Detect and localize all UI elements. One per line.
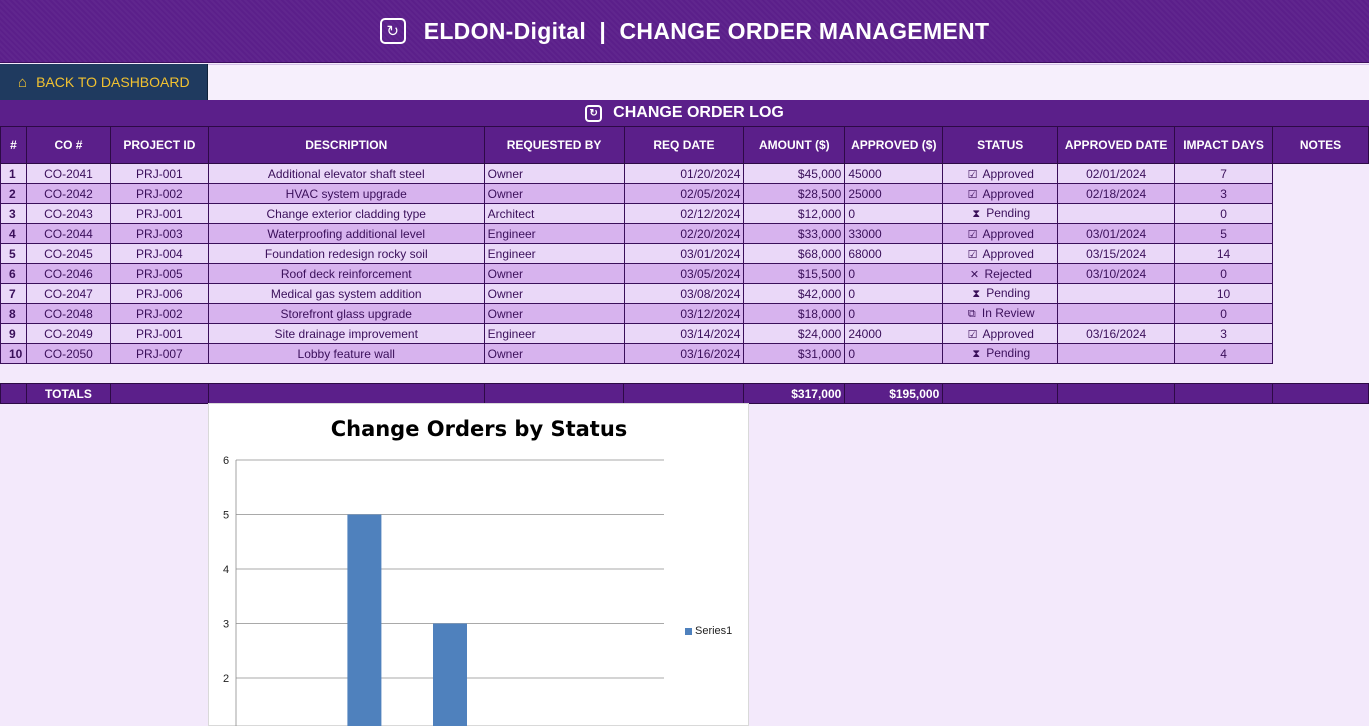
y-tick-label: 3 [223,618,230,631]
notes-cell[interactable] [1272,284,1368,304]
page-header [0,0,1369,63]
impact-days-cell[interactable]: 5 [1175,224,1273,244]
impact-days-cell[interactable]: 3 [1175,184,1273,204]
table-row[interactable] [1,164,1369,184]
checkbox-icon: ☑ [967,188,978,201]
table-row[interactable] [1,224,1369,244]
project-id-cell[interactable]: PRJ-001 [110,324,208,344]
approved-cell[interactable]: 0 [845,204,943,224]
requested-by-cell[interactable]: Owner [484,284,624,304]
project-id-cell[interactable]: PRJ-007 [110,344,208,364]
amount-cell[interactable]: $68,000 [744,244,845,264]
co-number-cell[interactable]: CO-2049 [26,324,110,344]
req-date-cell[interactable]: 03/16/2024 [624,344,744,364]
column-header[interactable]: CO # [26,127,110,164]
project-id-cell[interactable]: PRJ-002 [110,304,208,324]
amount-cell[interactable]: $33,000 [744,224,845,244]
chart-plot [209,404,749,726]
req-date-cell[interactable]: 02/20/2024 [624,224,744,244]
notes-cell[interactable] [1272,164,1368,184]
req-date-cell[interactable]: 03/05/2024 [624,264,744,284]
column-header[interactable]: # [1,127,27,164]
checkbox-icon: ☑ [967,328,978,341]
req-date-cell[interactable]: 03/01/2024 [624,244,744,264]
status-label: Approved [982,326,1034,341]
log-title-label: CHANGE ORDER LOG [613,104,784,121]
status-cell[interactable] [943,204,1058,224]
chart-legend [685,625,732,637]
hourglass-icon: ⧗ [972,288,981,300]
approved-cell[interactable]: 0 [845,284,943,304]
co-number-cell[interactable]: CO-2046 [26,264,110,284]
description-cell[interactable]: Additional elevator shaft steel [208,164,484,184]
column-header[interactable]: DESCRIPTION [208,127,484,164]
amount-cell[interactable]: $12,000 [744,204,845,224]
approved-date-cell[interactable]: 03/01/2024 [1058,224,1175,244]
impact-days-cell[interactable]: 0 [1175,204,1273,224]
status-chart[interactable] [208,403,749,726]
column-header[interactable]: REQ DATE [624,127,744,164]
column-header[interactable]: AMOUNT ($) [744,127,845,164]
approved-date-cell[interactable]: 02/01/2024 [1058,164,1175,184]
refresh-square-icon: ↻ [380,18,406,44]
approved-date-cell[interactable]: 03/16/2024 [1058,324,1175,344]
notes-cell[interactable] [1272,304,1368,324]
back-to-dashboard-label: BACK TO DASHBOARD [36,74,190,90]
requested-by-cell[interactable]: Owner [484,164,624,184]
status-label: Pending [986,286,1031,300]
chart-bar[interactable] [347,515,381,726]
y-tick-label: 6 [223,455,230,467]
impact-days-cell[interactable]: 3 [1175,324,1273,344]
row-number[interactable]: 5 [1,244,27,264]
column-header[interactable]: PROJECT ID [110,127,208,164]
status-label: Approved [982,246,1034,261]
project-id-cell[interactable]: PRJ-004 [110,244,208,264]
approved-cell[interactable]: 45000 [845,164,943,184]
requested-by-cell[interactable]: Owner [484,184,624,204]
requested-by-cell[interactable]: Engineer [484,244,624,264]
totals-row [0,383,1369,404]
approved-cell[interactable]: 0 [845,344,943,364]
notes-cell[interactable] [1272,204,1368,224]
req-date-cell[interactable]: 01/20/2024 [624,164,744,184]
notes-cell[interactable] [1272,324,1368,344]
status-label: Pending [986,346,1031,360]
checkbox-icon: ☑ [967,248,978,261]
row-number[interactable]: 6 [1,264,27,284]
table-row[interactable] [1,344,1369,364]
status-cell[interactable] [943,284,1058,304]
row-number[interactable]: 8 [1,304,27,324]
status-label: Approved [982,226,1034,241]
amount-cell[interactable]: $42,000 [744,284,845,304]
description-cell[interactable]: Storefront glass upgrade [208,304,484,324]
approved-cell[interactable]: 33000 [845,224,943,244]
status-cell[interactable] [943,164,1058,184]
requested-by-cell[interactable]: Architect [484,204,624,224]
approved-date-cell[interactable] [1058,304,1175,324]
co-number-cell[interactable]: CO-2047 [26,284,110,304]
table-row[interactable] [1,324,1369,344]
toolbar-strip [208,64,1369,100]
status-label: Pending [986,206,1031,220]
amount-cell[interactable]: $15,500 [744,264,845,284]
status-label: In Review [981,306,1035,320]
legend-label: Series1 [695,625,733,637]
description-cell[interactable]: Foundation redesign rocky soil [208,244,484,264]
table-row[interactable] [1,304,1369,324]
impact-days-cell[interactable]: 0 [1175,264,1273,284]
notes-cell[interactable] [1272,344,1368,364]
description-cell[interactable]: Waterproofing additional level [208,224,484,244]
status-label: Rejected [984,266,1032,281]
approved-date-cell[interactable]: 03/10/2024 [1058,264,1175,284]
row-number[interactable]: 7 [1,284,27,304]
co-number-cell[interactable]: CO-2050 [26,344,110,364]
row-number[interactable]: 3 [1,204,27,224]
req-date-cell[interactable]: 03/14/2024 [624,324,744,344]
project-id-cell[interactable]: PRJ-001 [110,164,208,184]
approved-date-cell[interactable]: 02/18/2024 [1058,184,1175,204]
page-title: ELDON-Digital | CHANGE ORDER MANAGEMENT [423,17,990,44]
row-number[interactable]: 1 [1,164,27,184]
y-tick-label: 5 [223,509,230,522]
project-id-cell[interactable]: PRJ-001 [110,204,208,224]
co-number-cell[interactable]: CO-2044 [26,224,110,244]
row-number[interactable]: 10 [1,344,27,364]
project-id-cell[interactable]: PRJ-005 [110,264,208,284]
approved-date-cell[interactable]: 03/15/2024 [1058,244,1175,264]
approved-date-cell[interactable] [1058,344,1175,364]
approved-cell[interactable]: 0 [845,264,943,284]
req-date-cell[interactable]: 03/08/2024 [624,284,744,304]
notes-cell[interactable] [1272,264,1368,284]
description-cell[interactable]: Change exterior cladding type [208,204,484,224]
notes-cell[interactable] [1272,184,1368,204]
notes-cell[interactable] [1272,224,1368,244]
impact-days-cell[interactable]: 4 [1175,344,1273,364]
co-number-cell[interactable]: CO-2042 [26,184,110,204]
change-order-log-title [0,100,1369,126]
approved-date-cell[interactable] [1058,204,1175,224]
status-label: Approved [982,186,1034,201]
requested-by-cell[interactable]: Owner [484,304,624,324]
row-number[interactable]: 2 [1,184,27,204]
project-id-cell[interactable]: PRJ-002 [110,184,208,204]
legend-swatch [685,628,692,635]
impact-days-cell[interactable]: 14 [1175,244,1273,264]
impact-days-cell[interactable]: 10 [1175,284,1273,304]
table-row[interactable] [1,284,1369,304]
column-header[interactable]: APPROVED DATE [1058,127,1175,164]
table-header-row [1,127,1369,164]
co-number-cell[interactable]: CO-2045 [26,244,110,264]
status-cell[interactable] [943,264,1058,284]
column-header[interactable]: NOTES [1272,127,1368,164]
impact-days-cell[interactable]: 0 [1175,304,1273,324]
co-number-cell[interactable]: CO-2041 [26,164,110,184]
chart-bar[interactable] [433,624,467,726]
status-cell[interactable] [943,344,1058,364]
requested-by-cell[interactable]: Owner [484,264,624,284]
home-icon: ⌂ [18,73,28,91]
y-tick-label: 4 [223,564,230,576]
checkbox-icon: ☑ [967,168,978,181]
amount-cell[interactable]: $28,500 [744,184,845,204]
x-icon: ✕ [969,268,980,281]
description-cell[interactable]: HVAC system upgrade [208,184,484,204]
refresh-square-icon: ↻ [585,105,602,122]
chart-title: Change Orders by Status [330,417,628,441]
row-number[interactable]: 9 [1,324,27,344]
notes-cell[interactable] [1272,244,1368,264]
requested-by-cell[interactable]: Engineer [484,324,624,344]
column-header[interactable]: REQUESTED BY [484,127,624,164]
status-cell[interactable] [943,304,1058,324]
checkbox-icon: ☑ [967,228,978,241]
approved-cell[interactable]: 24000 [845,324,943,344]
y-tick-label: 2 [223,673,230,685]
requested-by-cell[interactable]: Owner [484,344,624,364]
req-date-cell[interactable]: 02/05/2024 [624,184,744,204]
status-cell[interactable] [943,244,1058,264]
approved-cell[interactable]: 0 [845,304,943,324]
column-header[interactable]: APPROVED ($) [845,127,943,164]
table-row[interactable] [1,204,1369,224]
status-cell[interactable] [943,184,1058,204]
req-date-cell[interactable]: 03/12/2024 [624,304,744,324]
project-id-cell[interactable]: PRJ-006 [110,284,208,304]
back-to-dashboard-button[interactable] [0,64,208,100]
review-icon: ⧉ [967,308,976,320]
hourglass-icon: ⧗ [972,208,981,220]
requested-by-cell[interactable]: Engineer [484,224,624,244]
totals-amount[interactable]: $317,000 [744,384,845,404]
column-header[interactable]: STATUS [943,127,1058,164]
approved-date-cell[interactable] [1058,284,1175,304]
amount-cell[interactable]: $31,000 [744,344,845,364]
table-row[interactable] [1,244,1369,264]
amount-cell[interactable]: $24,000 [744,324,845,344]
co-number-cell[interactable]: CO-2043 [26,204,110,224]
row-number[interactable]: 4 [1,224,27,244]
change-order-table [0,126,1369,364]
description-cell[interactable]: Medical gas system addition [208,284,484,304]
status-label: Approved [982,166,1034,181]
totals-approved[interactable]: $195,000 [845,384,943,404]
table-row[interactable] [1,264,1369,284]
approved-cell[interactable]: 68000 [845,244,943,264]
totals-label: TOTALS [26,384,110,404]
status-cell[interactable] [943,224,1058,244]
hourglass-icon: ⧗ [972,348,981,360]
description-cell[interactable]: Site drainage improvement [208,324,484,344]
description-cell[interactable]: Roof deck reinforcement [208,264,484,284]
approved-cell[interactable]: 25000 [845,184,943,204]
req-date-cell[interactable]: 02/12/2024 [624,204,744,224]
status-cell[interactable] [943,324,1058,344]
impact-days-cell[interactable]: 7 [1175,164,1273,184]
amount-cell[interactable]: $45,000 [744,164,845,184]
project-id-cell[interactable]: PRJ-003 [110,224,208,244]
co-number-cell[interactable]: CO-2048 [26,304,110,324]
column-header[interactable]: IMPACT DAYS [1175,127,1273,164]
description-cell[interactable]: Lobby feature wall [208,344,484,364]
table-row[interactable] [1,184,1369,204]
amount-cell[interactable]: $18,000 [744,304,845,324]
